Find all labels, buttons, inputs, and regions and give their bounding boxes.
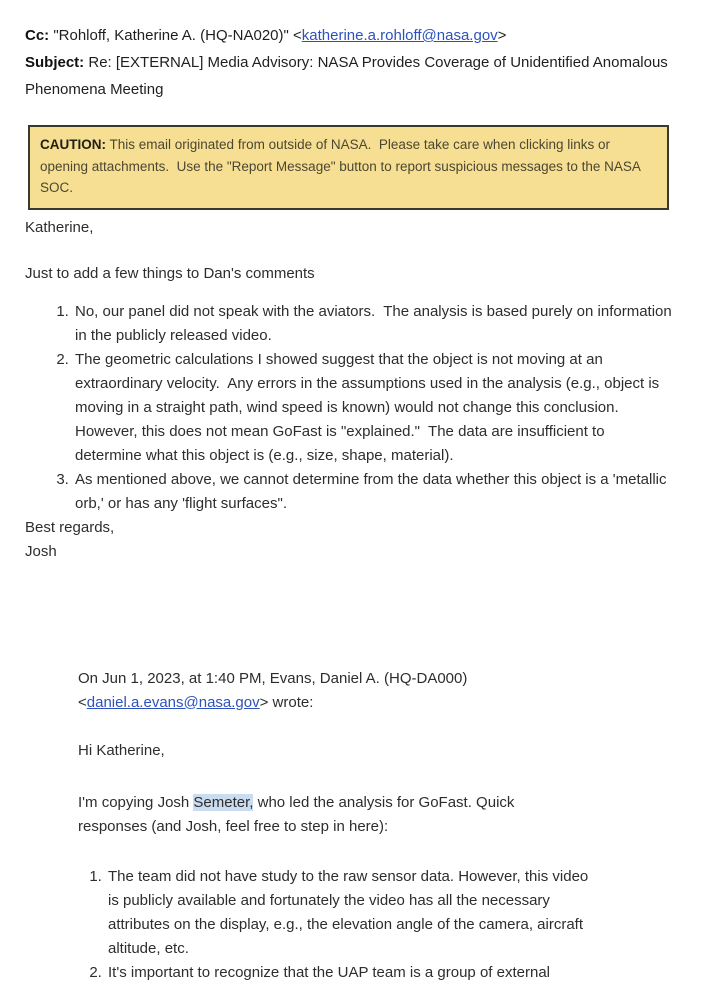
- list-item: 1. No, our panel did not speak with the aviators. The analysis is based purely on information in the publicly released video.: [73, 300, 673, 348]
- quoted-body-post: who led the analysis for GoFast. Quick responses (and Josh, feel free to step in here):: [78, 793, 519, 835]
- quoted-body: [78, 791, 556, 839]
- quote-attribution-line2: [78, 691, 598, 715]
- cc-line: [25, 22, 673, 49]
- list-item: 2. It's important to recognize that the UAP team is a group of external: [106, 961, 598, 985]
- cc-value: "Rohloff, Katherine A. (HQ-NA020)" <: [49, 27, 302, 44]
- quoted-list: [78, 865, 598, 985]
- quoted-email-link[interactable]: daniel.a.evans@nasa.gov: [86, 693, 260, 711]
- email-header: [25, 22, 673, 103]
- cc-bracket-close: >: [497, 27, 507, 44]
- list-item: 1. The team did not have study to the raw sensor data. However, this video is publicly available and fortunately the video has all the necessary attributes on the display, e.g., the elevation angle of the camera, aircraft altitude, etc.: [106, 865, 598, 961]
- list-item: 3. As mentioned above, we cannot determine from the data whether this object is a 'metallic orb,' or has any 'flight surfaces".: [73, 468, 673, 516]
- caution-text: This email originated from outside of NASA. Please take care when clicking links or opening attachments. Use the "Report Message" button to report suspicious messages to the NASA SOC.: [40, 137, 644, 195]
- quoted-greeting: Hi Katherine,: [78, 741, 165, 759]
- caution-banner: [28, 125, 669, 210]
- greeting: Katherine,: [25, 218, 94, 236]
- quoted-email: [78, 667, 598, 985]
- subject-value: Re: [EXTERNAL] Media Advisory: NASA Provides Coverage of Unidentified Anomalous Phenomena Meeting: [25, 54, 672, 98]
- cc-label: Cc:: [25, 27, 50, 44]
- closing: Best regards,: [25, 518, 115, 536]
- bracket-open: <: [78, 693, 87, 711]
- reply-list: [25, 300, 676, 516]
- quote-attribution-line1: On Jun 1, 2023, at 1:40 PM, Evans, Daniel A. (HQ-DA000): [78, 669, 468, 687]
- subject-line: [25, 49, 673, 103]
- quoted-body-pre: I'm copying Josh: [78, 793, 194, 811]
- signature: Josh: [25, 542, 57, 560]
- cc-email-link[interactable]: katherine.a.rohloff@nasa.gov: [301, 27, 498, 44]
- wrote-text: > wrote:: [259, 693, 314, 711]
- caution-label: CAUTION:: [40, 137, 106, 152]
- intro-line: Just to add a few things to Dan's comments: [25, 264, 315, 282]
- list-item: 2. The geometric calculations I showed suggest that the object is not moving at an extraordinary velocity. Any errors in the assumptions used in the analysis (e.g., object is moving in a straight path, wind speed is known) would not change this conclusion. However, this does not mean GoFast is "explained." The data are insufficient to determine what this object is (e.g., size, shape, material).: [73, 348, 673, 468]
- highlighted-name: Semeter,: [193, 793, 254, 811]
- subject-label: Subject:: [25, 54, 85, 71]
